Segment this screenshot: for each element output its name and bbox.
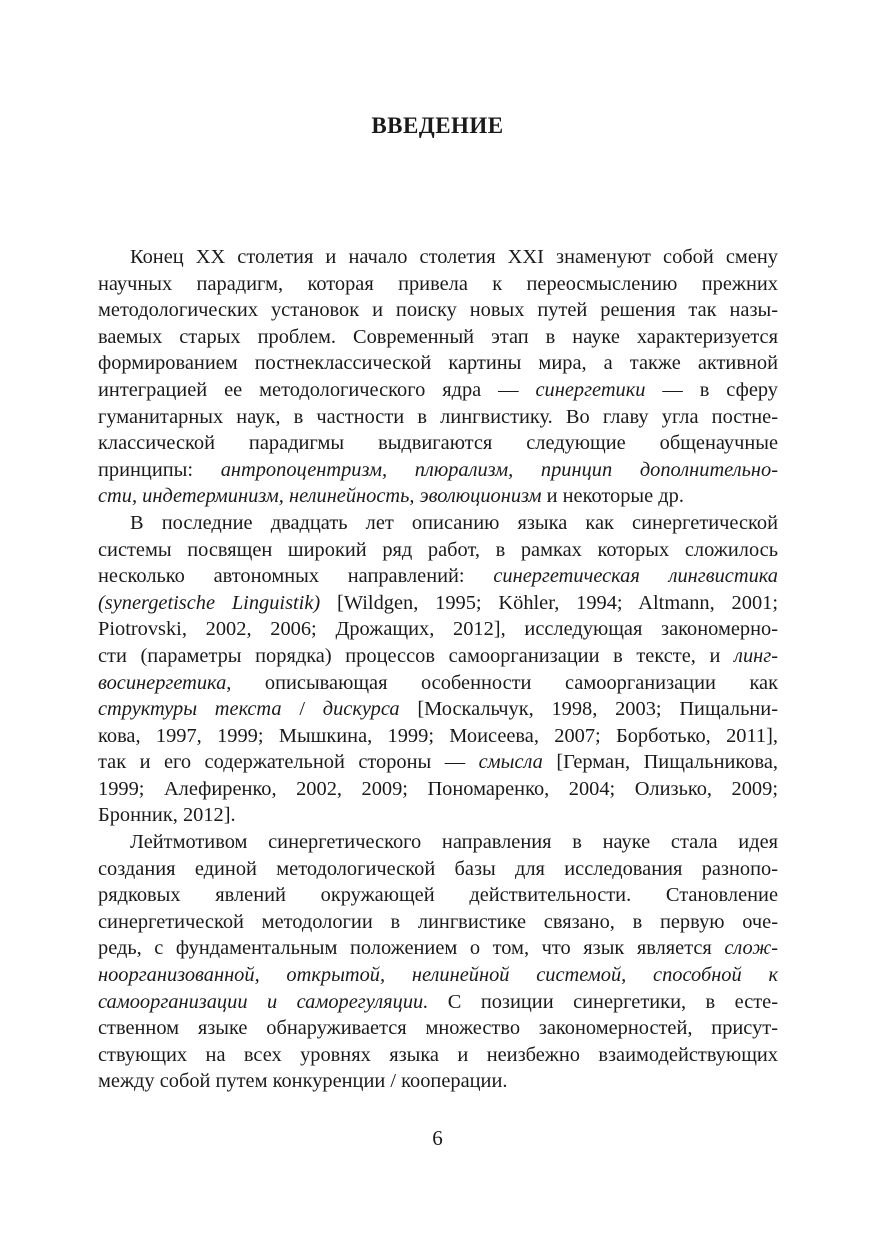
text-run: [Москальчук, 1998, 2003; Пищальни- [399, 698, 778, 721]
text-line [98, 430, 778, 457]
text-run: научных парадигм, которая привела к переосмыслению прежних [98, 272, 778, 295]
text-run: создания единой методологической базы для исследования разнопо- [98, 857, 778, 880]
text-line [98, 1068, 778, 1095]
text-run: принципы: [98, 458, 221, 481]
text-run: / [281, 698, 323, 721]
text-run: Бронник, 2012]. [98, 804, 236, 827]
italic-term: смысла [478, 751, 543, 774]
text-run: несколько автономных направлений: [98, 565, 494, 588]
italic-term: слож- [724, 937, 778, 960]
text-line [98, 377, 778, 404]
page-number: 6 [432, 1126, 443, 1150]
text-line [98, 297, 778, 324]
text-line [98, 1015, 778, 1042]
text-run: между собой путем конкуренции / кооперации. [98, 1070, 508, 1093]
text-line [98, 856, 778, 883]
text-line [98, 962, 778, 989]
body-text [98, 244, 778, 1095]
text-line [98, 590, 778, 617]
text-line [98, 324, 778, 351]
text-line [98, 643, 778, 670]
text-line [98, 829, 778, 856]
text-line [98, 404, 778, 431]
text-run: классической парадигмы выдвигаются следующие общенаучные [98, 432, 778, 455]
italic-term: структуры текста [98, 698, 282, 721]
text-line [98, 670, 778, 697]
text-line [98, 749, 778, 776]
text-run: рядковых явлений окружающей действительности. Становление [98, 884, 778, 907]
paragraph [98, 829, 778, 1095]
italic-term: (synergetische Linguistik) [98, 591, 321, 614]
italic-term: ноорганизованной, открытой, нелинейной системой, способной к [98, 964, 778, 987]
text-line [98, 563, 778, 590]
text-run: 1999; Алефиренко, 2002, 2009; Пономаренко, 2004; Олизько, 2009; [98, 777, 778, 800]
text-run: — в сферу [645, 378, 778, 401]
text-line [98, 935, 778, 962]
italic-term: восинергетика [98, 671, 227, 694]
italic-term: дискурса [322, 698, 400, 721]
text-line [98, 989, 778, 1016]
text-line [98, 696, 778, 723]
text-run: редь, с фундаментальным положением о том, что язык является [98, 937, 725, 960]
text-run: синергетической методологии в лингвистике связано, в первую оче- [98, 910, 778, 933]
italic-term: линг- [734, 644, 778, 667]
text-line [98, 909, 778, 936]
italic-term: синергетики [535, 378, 646, 401]
text-line [98, 723, 778, 750]
paragraph [98, 244, 778, 510]
text-line [98, 537, 778, 564]
text-line [98, 882, 778, 909]
text-run: кова, 1997, 1999; Мышкина, 1999; Моисеева, 2007; Борботько, 2011], [98, 724, 778, 747]
text-run: [Герман, Пищальникова, [542, 751, 779, 774]
text-run: В последние двадцать лет описанию языка как синергетической [130, 511, 778, 534]
text-run: формированием постнеклассической картины мира, а также активной [98, 352, 778, 375]
text-run: так и его содержательной стороны — [98, 751, 479, 774]
italic-term: самоорганизации и саморегуляции. [98, 990, 429, 1013]
text-run: системы посвящен широкий ряд работ, в рамках которых сложилось [98, 538, 778, 561]
text-line [98, 776, 778, 803]
text-run: интеграцией ее методологического ядра — [98, 378, 536, 401]
italic-term: антропоцентризм, плюрализм, принцип дополнительно- [220, 458, 778, 481]
text-run: Piotrovski, 2002, 2006; Дрожащих, 2012], исследующая закономерно- [98, 618, 778, 641]
text-run: [Wildgen, 1995; Köhler, 1994; Altmann, 2001; [320, 591, 778, 614]
text-line [98, 350, 778, 377]
italic-term: сти, индетерминизм, нелинейность, эволюционизм [98, 485, 542, 508]
text-run: методологических установок и поиску новых путей решения так назы- [98, 299, 778, 322]
text-run: , описывающая особенности самоорганизации как [226, 671, 778, 694]
text-line [98, 483, 778, 510]
chapter-heading: ВВЕДЕНИЕ [371, 113, 504, 138]
text-run: ваемых старых проблем. Современный этап в науке характеризуется [98, 325, 778, 348]
text-line [98, 244, 778, 271]
text-run: ствующих на всех уровнях языка и неизбежно взаимодействующих [98, 1043, 778, 1066]
text-run: гуманитарных наук, в частности в лингвистику. Во главу угла постне- [98, 405, 778, 428]
text-line [98, 457, 778, 484]
text-run: С позиции синергетики, в есте- [428, 990, 778, 1013]
italic-term: синергетическая лингвистика [493, 565, 778, 588]
text-line [98, 271, 778, 298]
text-run: Конец XX столетия и начало столетия XXI знаменуют собой смену [130, 246, 778, 268]
text-run: ственном языке обнаруживается множество закономерностей, присут- [98, 1017, 778, 1040]
text-run: и некоторые др. [541, 485, 684, 508]
text-line [98, 616, 778, 643]
text-run: Лейтмотивом синергетического направления в науке стала идея [130, 831, 778, 854]
paragraph [98, 510, 778, 829]
text-line [98, 510, 778, 537]
text-run: сти (параметры порядка) процессов самоорганизации в тексте, и [98, 644, 735, 667]
text-line [98, 1042, 778, 1069]
text-line [98, 802, 778, 829]
